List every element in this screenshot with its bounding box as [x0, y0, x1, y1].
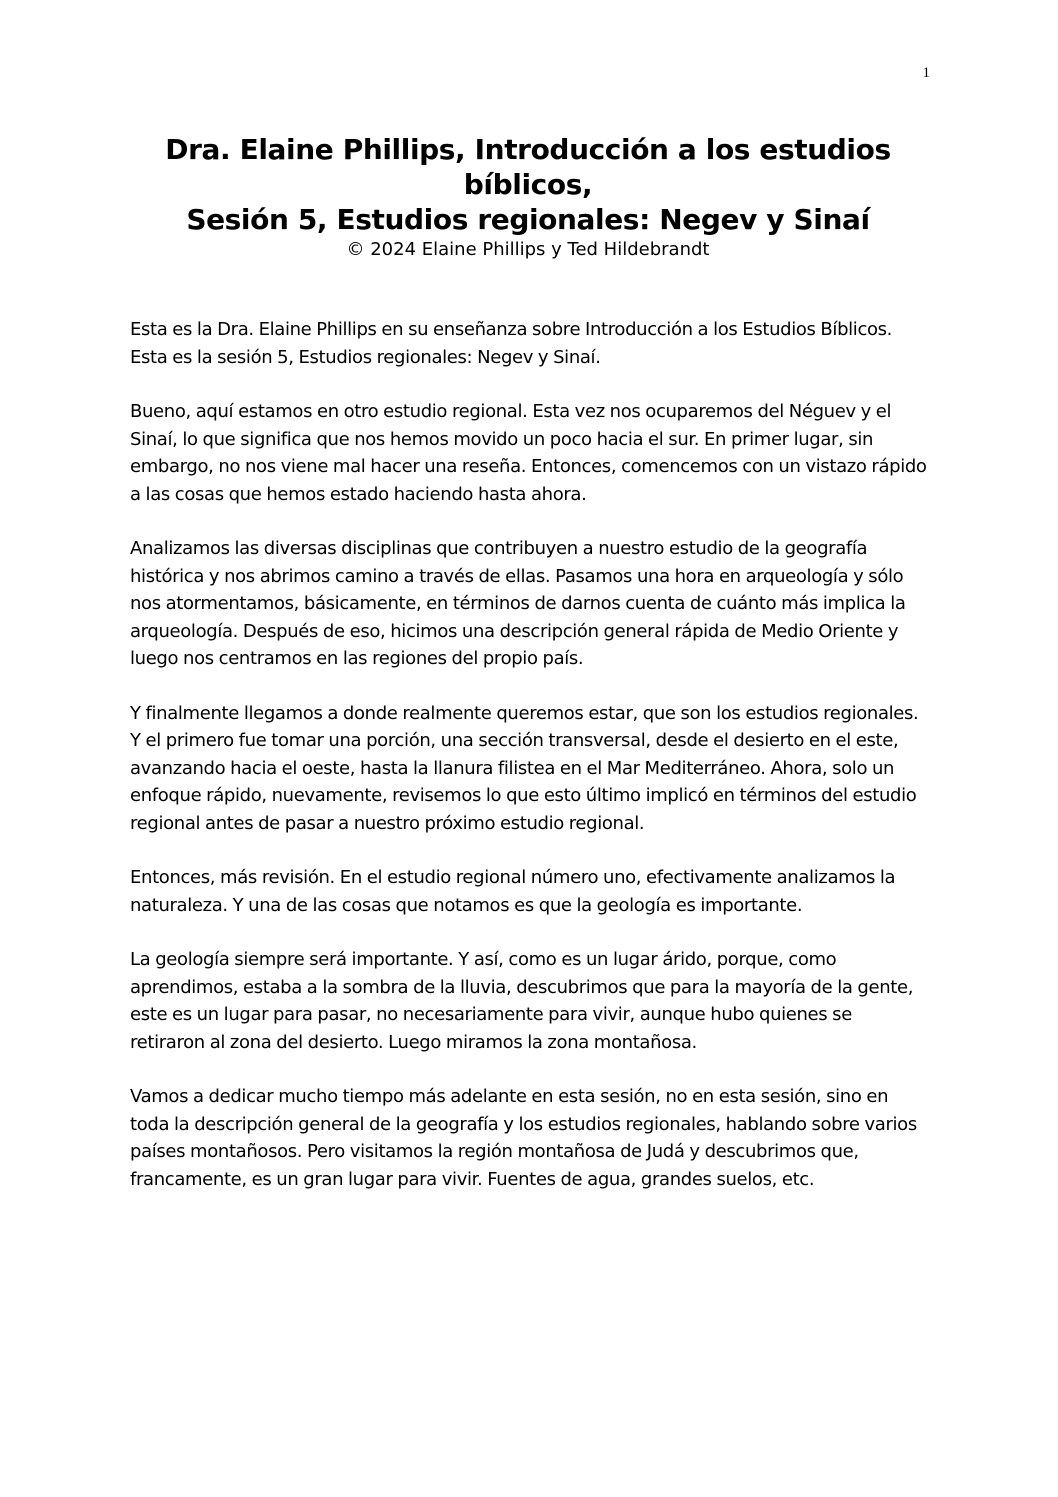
paragraph: Entonces, más revisión. En el estudio regional número uno, efectivamente analizamos la naturaleza. Y una de las cosas que notamos es que la geología es importante.	[130, 867, 896, 916]
paragraph: Y finalmente llegamos a donde realmente queremos estar, que son los estudios regionales. Y el primero fue tomar una porción, una sección transversal, desde el desierto en el este, avanzando hacia el oeste, hasta la llanura filistea en el Mar Mediterráneo. Ahora, solo un enfoque rápido, nuevamente, revisemos lo que esto último implicó en términos del estudio regional antes de pasar a nuestro próximo estudio regional.	[130, 702, 919, 834]
document-body	[130, 316, 930, 1220]
paragraph: La geología siempre será importante. Y así, como es un lugar árido, porque, como aprendimos, estaba a la sombra de la lluvia, descubrimos que para la mayoría de la gente, este es un lugar para pasar, no necesariamente para vivir, aunque hubo quienes se retiraron al zona del desierto. Luego miramos la zona montañosa.	[130, 949, 914, 1053]
document-title-line-1: Dra. Elaine Phillips, Introducción a los estudios	[165, 133, 891, 166]
copyright-notice: © 2024 Elaine Phillips y Ted Hildebrandt	[346, 239, 710, 260]
document-subtitle: Sesión 5, Estudios regionales: Negev y Sinaí	[186, 203, 870, 236]
paragraph: Analizamos las diversas disciplinas que contribuyen a nuestro estudio de la geografía histórica y nos abrimos camino a través de ellas. Pasamos una hora en arqueología y sólo nos atormentamos, básicamente, en términos de darnos cuenta de cuánto más implica la arqueología. Después de eso, hicimos una descripción general rápida de Medio Oriente y luego nos centramos en las regiones del propio país.	[130, 538, 906, 669]
paragraph: Vamos a dedicar mucho tiempo más adelante en esta sesión, no en esta sesión, sino en toda la descripción general de la geografía y los estudios regionales, hablando sobre varios países montañosos. Pero visitamos la región montañosa de Judá y descubrimos que, francamente, es un gran lugar para vivir. Fuentes de agua, grandes suelos, etc.	[130, 1086, 917, 1190]
paragraph: Esta es la Dra. Elaine Phillips en su enseñanza sobre Introducción a los Estudios Bíblicos. Esta es la sesión 5, Estudios regionales: Negev y Sinaí.	[130, 319, 893, 368]
paragraph: Bueno, aquí estamos en otro estudio regional. Esta vez nos ocuparemos del Néguev y el Sinaí, lo que significa que nos hemos movido un poco hacia el sur. En primer lugar, sin embargo, no nos viene mal hacer una reseña. Entonces, comencemos con un vistazo rápido a las cosas que hemos estado haciendo hasta ahora.	[130, 401, 927, 505]
document-title-line-2: bíblicos,	[463, 168, 593, 201]
page-number: 1	[922, 65, 930, 81]
title-block	[128, 132, 928, 263]
